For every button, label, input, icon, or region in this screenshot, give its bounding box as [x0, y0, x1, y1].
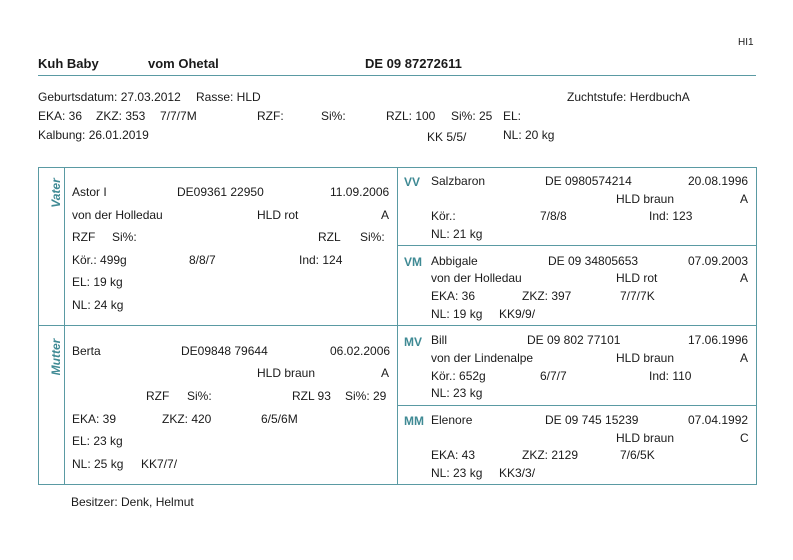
vater-ind: Ind: 124: [299, 253, 343, 267]
animal-id: DE 09 87272611: [365, 56, 462, 71]
mv-date: 17.06.1996: [688, 333, 749, 347]
vater-si-2: Si%:: [360, 230, 385, 244]
mv-mm-divider: [397, 405, 757, 406]
vm-zkz: ZKZ: 397: [522, 289, 572, 303]
mutter-nl: NL: 25 kg: [72, 457, 124, 471]
mutter-date: 06.02.2006: [330, 344, 391, 358]
vm-breed: HLD rot: [616, 271, 658, 285]
rzl: RZL: 100: [386, 109, 436, 123]
animal-origin: vom Ohetal: [148, 56, 219, 71]
vv-breed: HLD braun: [616, 192, 675, 206]
mutter-id: DE09848 79644: [181, 344, 268, 358]
mutter-grade: A: [381, 366, 390, 380]
mm-grade: C: [740, 431, 749, 445]
mutter-rzl: RZL 93: [292, 389, 331, 403]
zkz: ZKZ: 353: [96, 109, 146, 123]
vv-rating: 7/8/8: [540, 209, 567, 223]
vater-name: Astor I: [72, 185, 107, 199]
vv-nl: NL: 21 kg: [431, 227, 483, 241]
eka: EKA: 36: [38, 109, 83, 123]
pedigree-center-divider: [397, 167, 398, 485]
kalbung: Kalbung: 26.01.2019: [38, 128, 149, 142]
vater-el: EL: 19 kg: [72, 275, 123, 289]
vater-nl: NL: 24 kg: [72, 298, 124, 312]
mutter-eka: EKA: 39: [72, 412, 117, 426]
breed: Rasse: HLD: [196, 90, 261, 104]
mutter-breed: HLD braun: [257, 366, 316, 380]
owner: Besitzer: Denk, Helmut: [71, 495, 194, 509]
mv-ind: Ind: 110: [649, 369, 692, 383]
vm-grade: A: [740, 271, 749, 285]
vm-eka: EKA: 36: [431, 289, 476, 303]
vm-kk: KK9/9/: [499, 307, 536, 321]
vater-breed: HLD rot: [257, 208, 299, 222]
vv-code: VV: [404, 175, 421, 189]
mm-id: DE 09 745 15239: [545, 413, 639, 427]
mv-kor: Kör.: 652g: [431, 369, 486, 383]
vv-id: DE 0980574214: [545, 174, 632, 188]
page-code: HI1: [738, 37, 754, 48]
zuchtstufe: Zuchtstufe: HerdbuchA: [567, 90, 690, 104]
header-divider: [38, 75, 756, 76]
kk: KK 5/5/: [427, 130, 467, 144]
vv-ind: Ind: 123: [649, 209, 693, 223]
vv-grade: A: [740, 192, 749, 206]
mm-date: 07.04.1992: [688, 413, 749, 427]
nl: NL: 20 kg: [503, 128, 555, 142]
mv-name: Bill: [431, 333, 448, 347]
vv-date: 20.08.1996: [688, 174, 749, 188]
vm-date: 07.09.2003: [688, 254, 749, 268]
mm-code: MM: [404, 414, 424, 428]
mv-id: DE 09 802 77101: [527, 333, 621, 347]
mm-breed: HLD braun: [616, 431, 675, 445]
vm-rating: 7/7/7K: [620, 289, 655, 303]
vater-id: DE09361 22950: [177, 185, 264, 199]
mutter-rzf: RZF: [146, 389, 170, 403]
mv-code: MV: [404, 335, 422, 349]
vv-kor: Kör.:: [431, 209, 456, 223]
birth-date: Geburtsdatum: 27.03.2012: [38, 90, 181, 104]
mutter-kk: KK7/7/: [141, 457, 178, 471]
vater-rating: 8/8/7: [189, 253, 216, 267]
mutter-label: Mutter: [49, 338, 63, 376]
mutter-name: Berta: [72, 344, 101, 358]
mm-name: Elenore: [431, 413, 473, 427]
vv-vm-divider: [397, 245, 757, 246]
mm-rating: 7/6/5K: [620, 448, 655, 462]
vater-rzf: RZF: [72, 230, 96, 244]
vater-origin: von der Holledau: [72, 208, 163, 222]
mm-kk: KK3/3/: [499, 466, 536, 480]
mv-breed: HLD braun: [616, 351, 675, 365]
mm-eka: EKA: 43: [431, 448, 476, 462]
vm-nl: NL: 19 kg: [431, 307, 483, 321]
mutter-si: Si%:: [187, 389, 212, 403]
vater-si: Si%:: [112, 230, 137, 244]
mutter-el: EL: 23 kg: [72, 434, 123, 448]
mutter-si-2: Si%: 29: [345, 389, 387, 403]
vm-origin: von der Holledau: [431, 271, 522, 285]
vater-grade: A: [381, 208, 390, 222]
mutter-rating: 6/5/6M: [261, 412, 298, 426]
mv-rating: 6/7/7: [540, 369, 567, 383]
vater-date: 11.09.2006: [330, 185, 390, 199]
vm-mv-divider: [397, 325, 757, 326]
mv-grade: A: [740, 351, 749, 365]
parents-divider: [38, 325, 398, 326]
vm-name: Abbigale: [431, 254, 478, 268]
rating: 7/7/7M: [160, 109, 197, 123]
label-column-divider: [64, 167, 65, 485]
vm-code: VM: [404, 255, 422, 269]
mv-nl: NL: 23 kg: [431, 386, 483, 400]
vv-name: Salzbaron: [431, 174, 486, 188]
si-percent-2: Si%: 25: [451, 109, 493, 123]
vm-id: DE 09 34805653: [548, 254, 639, 268]
mutter-zkz: ZKZ: 420: [162, 412, 212, 426]
el: EL:: [503, 109, 522, 123]
mm-zkz: ZKZ: 2129: [522, 448, 579, 462]
rzf: RZF:: [257, 109, 284, 123]
vater-rzl: RZL: [318, 230, 341, 244]
mm-nl: NL: 23 kg: [431, 466, 483, 480]
si-percent: Si%:: [321, 109, 346, 123]
vater-label: Vater: [49, 178, 63, 208]
animal-name: Kuh Baby: [38, 56, 99, 71]
mv-origin: von der Lindenalpe: [431, 351, 534, 365]
vater-kor: Kör.: 499g: [72, 253, 127, 267]
